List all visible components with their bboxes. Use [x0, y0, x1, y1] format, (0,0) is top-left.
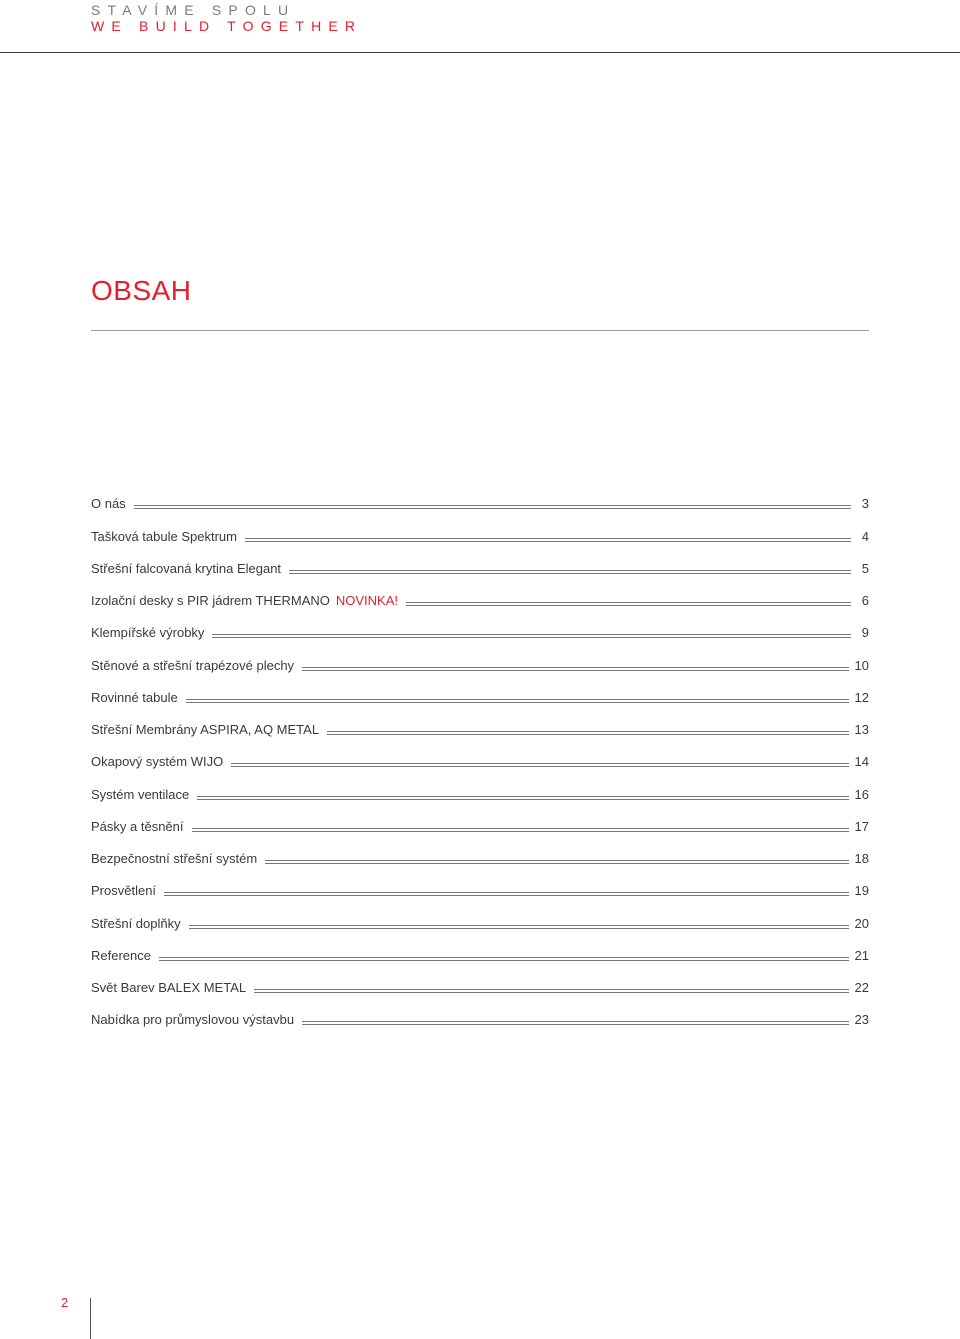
toc-entry-label: Pásky a těsnění: [91, 818, 184, 834]
toc-leader-line: [302, 1021, 848, 1025]
toc-entry[interactable]: [91, 771, 869, 803]
toc-entry-label: Střešní falcovaná krytina Elegant: [91, 560, 282, 576]
toc-entry-page: 3: [861, 496, 869, 512]
toc-entry-page: 18: [854, 851, 869, 866]
toc-entry-label: Izolační desky s PIR jádrem THERMANO: [91, 593, 330, 608]
toc-entry-page: 5: [861, 560, 869, 576]
toc-leader-line: [231, 763, 848, 767]
toc-leader-line: [302, 667, 848, 671]
toc-entry-title: [91, 818, 184, 836]
toc-entry-label: Nabídka pro průmyslovou výstavbu: [91, 1012, 295, 1028]
toc-leader-line: [245, 538, 851, 542]
toc-entry-label: Bezpečnostní střešní systém: [91, 851, 258, 866]
toc-entry-title: [91, 850, 257, 868]
page-number: 2: [61, 1295, 69, 1310]
toc-entry-page: 19: [854, 883, 869, 899]
toc-entry-label: Klempířské výrobky: [91, 625, 205, 641]
toc-entry-title: [91, 592, 398, 610]
toc-entry-page: 4: [861, 528, 869, 544]
toc-entry-title: [91, 689, 178, 707]
toc-entry-page: 10: [854, 657, 869, 673]
toc-entry-label: Svět Barev BALEX METAL: [91, 980, 247, 995]
toc-entry-label: Okapový systém WIJO: [91, 754, 224, 770]
toc-entry-page: 9: [861, 625, 869, 641]
toc-leader-line: [186, 699, 849, 703]
toc-entry-label: Střešní doplňky: [91, 915, 181, 931]
toc-leader-line: [265, 860, 848, 864]
toc-entry-title: [91, 915, 181, 933]
toc-entry-label: Prosvětlení: [91, 883, 157, 899]
toc-entry[interactable]: [91, 868, 869, 900]
toc-entry-page: 22: [854, 980, 869, 995]
table-of-contents: [91, 481, 869, 1029]
toc-entry-title: [91, 753, 223, 771]
toc-entry-label: Reference: [91, 947, 151, 963]
toc-entry-label: Rovinné tabule: [91, 689, 178, 705]
toc-entry-page: 6: [861, 593, 869, 608]
toc-leader-line: [197, 796, 848, 800]
toc-entry[interactable]: [91, 610, 869, 642]
tagline-czech: STAVÍME SPOLU: [91, 2, 296, 18]
toc-entry[interactable]: [91, 836, 869, 868]
toc-entry-page: 21: [854, 947, 869, 963]
toc-entry[interactable]: [91, 707, 869, 739]
toc-entry-page: 23: [854, 1012, 869, 1028]
toc-leader-line: [254, 989, 848, 993]
page-title: OBSAH: [91, 275, 192, 306]
toc-leader-line: [192, 828, 849, 832]
toc-entry[interactable]: [91, 997, 869, 1029]
toc-entry-label: Střešní Membrány ASPIRA, AQ METAL: [91, 722, 320, 737]
toc-entry-label: Stěnové a střešní trapézové plechy: [91, 657, 295, 673]
toc-entry-page: 17: [854, 818, 869, 834]
toc-entry-label: Tašková tabule Spektrum: [91, 528, 237, 544]
new-badge: NOVINKA!: [335, 593, 399, 608]
toc-leader-line: [159, 957, 849, 961]
toc-entry[interactable]: [91, 804, 869, 836]
footer-divider: [90, 1298, 91, 1339]
toc-entry[interactable]: [91, 481, 869, 513]
toc-entry-title: [91, 528, 237, 546]
toc-entry-title: [91, 1011, 294, 1029]
toc-leader-line: [134, 505, 851, 509]
toc-entry-title: [91, 624, 204, 642]
toc-entry-title: [91, 560, 281, 578]
toc-entry[interactable]: [91, 675, 869, 707]
toc-entry[interactable]: [91, 900, 869, 932]
toc-entry-page: 13: [854, 722, 869, 737]
toc-entry-title: [91, 947, 151, 965]
header-divider: [0, 52, 960, 53]
toc-entry-title: [91, 721, 319, 739]
toc-entry-page: 12: [854, 689, 869, 705]
toc-entry-title: [91, 495, 126, 513]
toc-entry-page: 20: [854, 915, 869, 931]
toc-entry-title: [91, 882, 156, 900]
toc-leader-line: [289, 570, 851, 574]
toc-entry[interactable]: [91, 513, 869, 545]
toc-entry-title: [91, 786, 189, 804]
toc-leader-line: [189, 925, 849, 929]
toc-entry[interactable]: [91, 642, 869, 674]
toc-entry[interactable]: [91, 578, 869, 610]
toc-entry[interactable]: [91, 739, 869, 771]
tagline: [91, 2, 362, 34]
toc-entry-page: 14: [854, 754, 869, 770]
toc-entry-label: O nás: [91, 496, 126, 512]
toc-leader-line: [164, 892, 848, 896]
tagline-english: WE BUILD TOGETHER: [91, 18, 363, 34]
toc-entry[interactable]: [91, 933, 869, 965]
title-divider: [91, 330, 869, 331]
toc-entry-title: [91, 657, 294, 675]
toc-entry-page: 16: [854, 786, 869, 802]
toc-entry[interactable]: [91, 965, 869, 997]
toc-entry[interactable]: [91, 546, 869, 578]
toc-entry-title: [91, 979, 246, 997]
toc-leader-line: [406, 602, 851, 606]
toc-entry-label: Systém ventilace: [91, 786, 190, 802]
toc-leader-line: [327, 731, 848, 735]
toc-leader-line: [212, 634, 851, 638]
